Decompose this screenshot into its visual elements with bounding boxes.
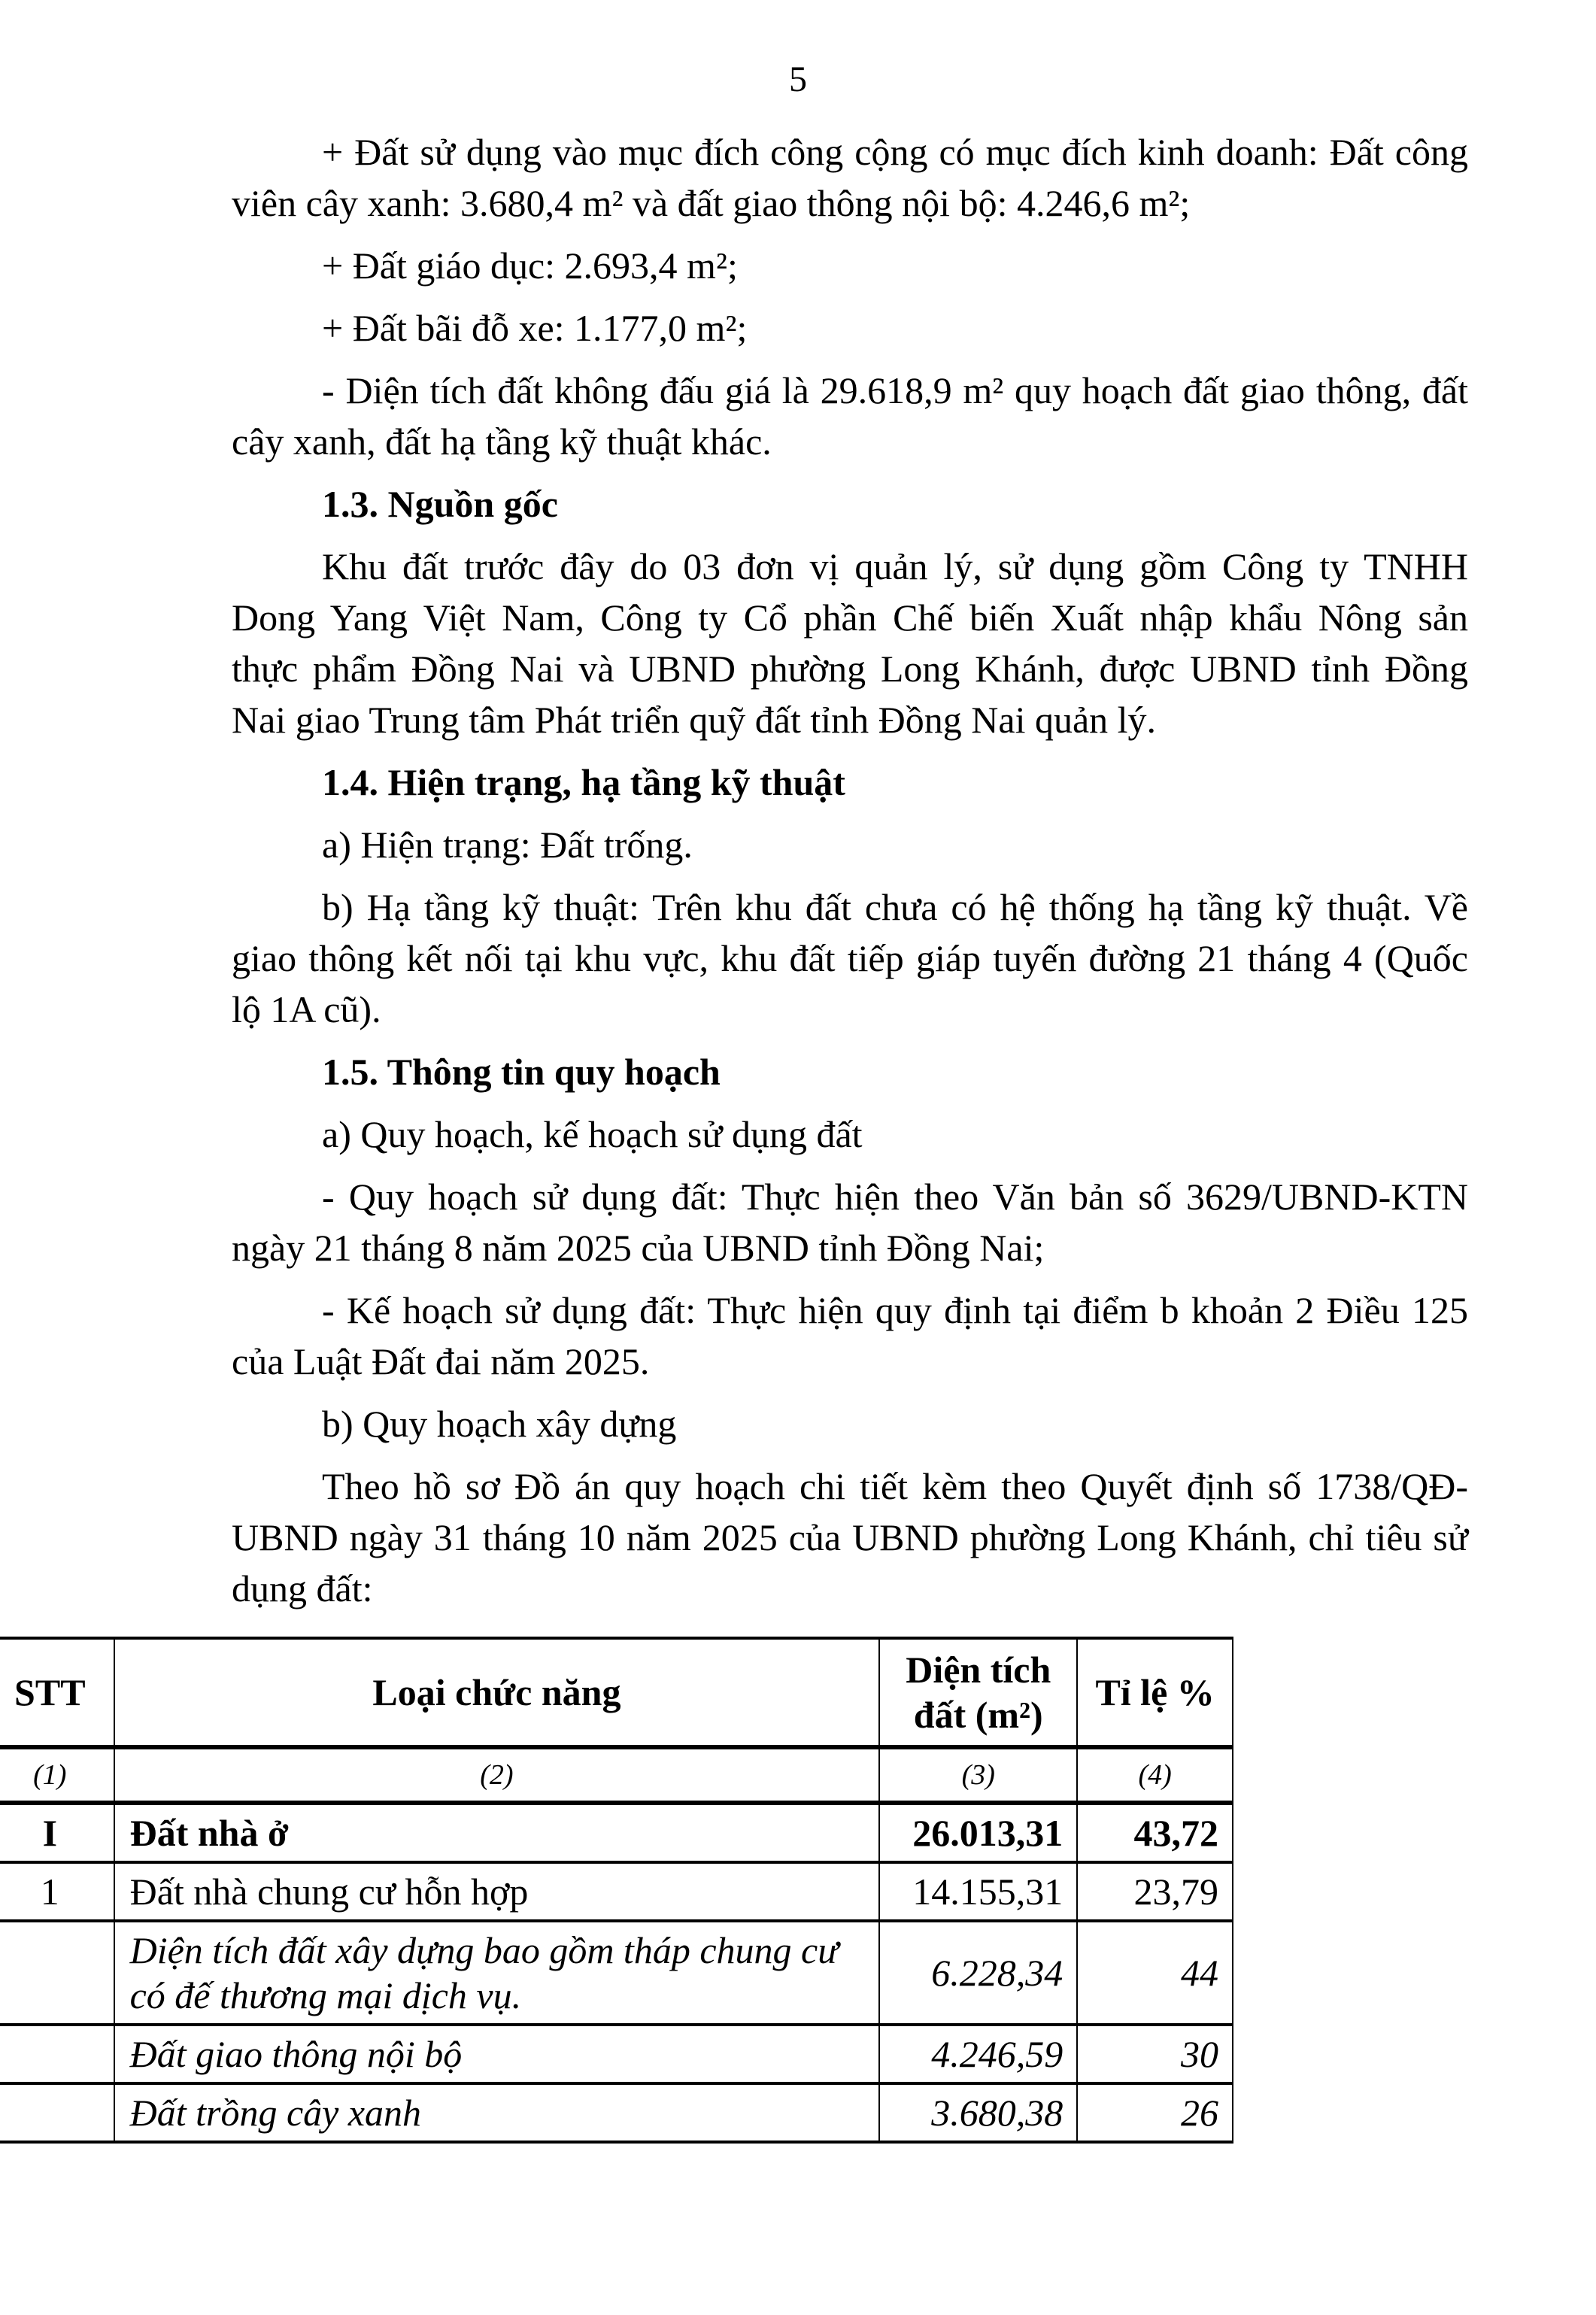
table-header-cell: Loại chức năng [114,1638,880,1747]
text-line: Theo hồ sơ Đồ án quy hoạch chi tiết kèm theo Quyết định số 1738/QĐ- [322,1465,1468,1507]
paragraph [232,126,1468,229]
text-line: a) Quy hoạch, kế hoạch sử dụng đất [322,1113,863,1155]
text-line: - Quy hoạch sử dụng đất: Thực hiện theo Văn bản số 3629/UBND-KTN [322,1176,1468,1218]
table-cell-label: Diện tích đất xây dựng bao gồm tháp chung cư có đế thương mại dịch vụ. [114,1921,880,2025]
section-heading [232,1046,1468,1097]
text-line: - Diện tích đất không đấu giá là 29.618,9 m² quy hoạch đất giao thông, đất [322,369,1468,411]
page-number: 5 [789,59,807,99]
text-line: lộ 1A cũ). [232,988,381,1030]
table-cell-area: 3.680,38 [879,2083,1077,2142]
text-line: 1.5. Thông tin quy hoạch [322,1051,721,1093]
table-column-number-row [0,1747,1233,1803]
table-cell-pct: 30 [1077,2025,1233,2083]
text-line: giao thông kết nối tại khu vực, khu đất tiếp giáp tuyến đường 21 tháng 4 (Quốc [232,937,1468,979]
text-line: viên cây xanh: 3.680,4 m² và đất giao thông nội bộ: 4.246,6 m²; [232,182,1191,224]
text-line: b) Hạ tầng kỹ thuật: Trên khu đất chưa có hệ thống hạ tầng kỹ thuật. Về [322,886,1468,928]
text-line: b) Quy hoạch xây dựng [322,1403,677,1445]
table-row [0,1803,1233,1862]
table-row [0,1921,1233,2025]
text-line: + Đất bãi đỗ xe: 1.177,0 m²; [322,307,748,349]
table-cell-stt: 1 [0,1862,114,1921]
table-row [0,1862,1233,1921]
table-cell-label: Đất nhà ở [114,1803,880,1862]
table-column-number-cell: (4) [1077,1747,1233,1803]
text-line: của Luật Đất đai năm 2025. [232,1340,650,1382]
table-cell-pct: 44 [1077,1921,1233,2025]
paragraph [232,240,1468,291]
text-line: cây xanh, đất hạ tầng kỹ thuật khác. [232,420,772,463]
table-column-number-cell: (1) [0,1747,114,1803]
text-line: + Đất giáo dục: 2.693,4 m²; [322,244,738,287]
text-line: dụng đất: [232,1567,373,1610]
text-line: ngày 21 tháng 8 năm 2025 của UBND tỉnh Đồng Nai; [232,1227,1045,1269]
text-line: a) Hiện trạng: Đất trống. [322,824,693,866]
text-line: UBND ngày 31 tháng 10 năm 2025 của UBND phường Long Khánh, chỉ tiêu sử [232,1516,1468,1558]
paragraph [232,365,1468,467]
paragraph [232,1109,1468,1160]
text-line: + Đất sử dụng vào mục đích công cộng có mục đích kinh doanh: Đất công [322,131,1468,173]
paragraph [232,302,1468,353]
paragraph [232,881,1468,1035]
land-use-table [0,1637,1233,2144]
paragraph [232,1285,1468,1387]
table-cell-area: 14.155,31 [879,1862,1077,1921]
table-row [0,2025,1233,2083]
land-use-table-wrap [0,1637,1596,2144]
table-column-number-cell: (3) [879,1747,1077,1803]
table-header-cell: Tỉ lệ % [1077,1638,1233,1747]
text-line: Nai giao Trung tâm Phát triển quỹ đất tỉnh Đồng Nai quản lý. [232,699,1157,741]
paragraph [232,1398,1468,1449]
table-cell-area: 4.246,59 [879,2025,1077,2083]
table-cell-pct: 23,79 [1077,1862,1233,1921]
table-cell-area: 6.228,34 [879,1921,1077,2025]
table-header-cell: STT [0,1638,114,1747]
table-cell-stt [0,2025,114,2083]
table-cell-label: Đất giao thông nội bộ [114,2025,880,2083]
table-cell-stt [0,2083,114,2142]
table-cell-label: Đất trồng cây xanh [114,2083,880,2142]
table-cell-stt [0,1921,114,2025]
text-line: - Kế hoạch sử dụng đất: Thực hiện quy định tại điểm b khoản 2 Điều 125 [322,1289,1468,1331]
table-cell-pct: 26 [1077,2083,1233,2142]
text-line: 1.4. Hiện trạng, hạ tầng kỹ thuật [322,761,845,803]
paragraph [232,541,1468,745]
paragraph [232,819,1468,870]
table-cell-label: Đất nhà chung cư hỗn hợp [114,1862,880,1921]
table-cell-area: 26.013,31 [879,1803,1077,1862]
text-line: thực phẩm Đồng Nai và UBND phường Long Khánh, được UBND tỉnh Đồng [232,648,1468,690]
table-header-row [0,1638,1233,1747]
document-body [232,126,1468,1614]
text-line: 1.3. Nguồn gốc [322,483,558,525]
paragraph [232,1461,1468,1614]
table-header-cell: Diện tích đất (m²) [879,1638,1077,1747]
paragraph [232,1171,1468,1273]
text-line: Khu đất trước đây do 03 đơn vị quản lý, sử dụng gồm Công ty TNHH [322,545,1468,587]
table-cell-pct: 43,72 [1077,1803,1233,1862]
table-row [0,2083,1233,2142]
table-cell-stt: I [0,1803,114,1862]
section-heading [232,757,1468,808]
table-column-number-cell: (2) [114,1747,880,1803]
text-line: Dong Yang Việt Nam, Công ty Cổ phần Chế biến Xuất nhập khẩu Nông sản [232,596,1468,639]
section-heading [232,478,1468,529]
document-page [0,59,1596,2315]
